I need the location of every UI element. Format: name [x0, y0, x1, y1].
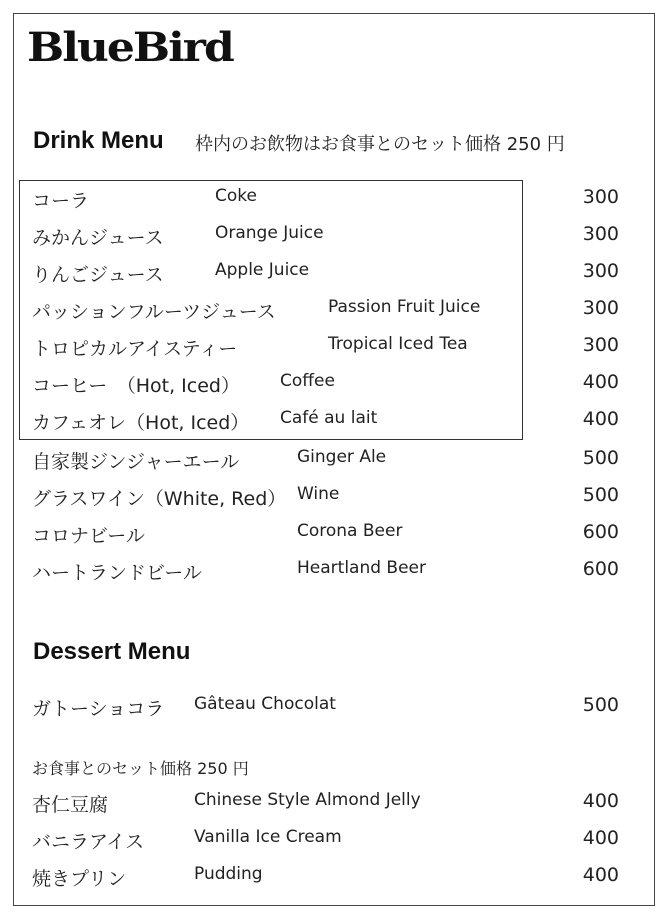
- menu-item: [0, 371, 666, 401]
- menu-item: [0, 827, 666, 857]
- item-name-en: Pudding: [194, 864, 263, 884]
- item-name-en: Chinese Style Almond Jelly: [194, 790, 421, 810]
- menu-item: [0, 223, 666, 253]
- item-name-jp: コロナビール: [32, 525, 145, 547]
- item-price: 500: [582, 694, 619, 716]
- dessert-set-price-note: お食事とのセット価格 250 円: [32, 759, 249, 778]
- item-name-jp: ガトーショコラ: [32, 698, 165, 720]
- item-name-en: Wine: [297, 484, 340, 504]
- item-name-en: Ginger Ale: [297, 447, 387, 467]
- menu-item: [0, 864, 666, 894]
- item-name-en: Gâteau Chocolat: [194, 694, 336, 714]
- item-name-jp: コーヒー （Hot, Iced）: [32, 375, 240, 397]
- item-price: 300: [582, 223, 619, 245]
- item-price: 600: [582, 558, 619, 580]
- item-price: 300: [582, 186, 619, 208]
- menu-item: [0, 334, 666, 364]
- menu-item: [0, 694, 666, 724]
- menu-item: [0, 790, 666, 820]
- item-price: 400: [582, 790, 619, 812]
- item-name-en: Café au lait: [280, 408, 378, 428]
- item-name-jp: 焼きプリン: [32, 868, 127, 890]
- menu-item: [0, 521, 666, 551]
- item-name-jp: 杏仁豆腐: [32, 794, 109, 816]
- menu-item: [0, 408, 666, 438]
- menu-item: [0, 297, 666, 327]
- item-name-jp: パッションフルーツジュース: [32, 301, 276, 323]
- menu-item: [0, 484, 666, 514]
- item-name-en: Apple Juice: [215, 260, 310, 280]
- item-name-en: Passion Fruit Juice: [328, 297, 481, 317]
- item-name-en: Coke: [215, 186, 257, 206]
- item-price: 300: [582, 334, 619, 356]
- item-name-jp: コーラ: [32, 190, 90, 212]
- item-name-jp: バニラアイス: [32, 831, 145, 853]
- item-name-jp: ハートランドビール: [32, 562, 202, 584]
- menu-item: [0, 186, 666, 216]
- item-price: 400: [582, 371, 619, 393]
- item-name-jp: トロピカルアイスティー: [32, 338, 238, 360]
- item-name-jp: カフェオレ（Hot, Iced）: [32, 412, 250, 434]
- item-name-en: Heartland Beer: [297, 558, 426, 578]
- menu-item: [0, 558, 666, 588]
- item-name-en: Coffee: [280, 371, 335, 391]
- item-name-en: Orange Juice: [215, 223, 324, 243]
- item-name-en: Vanilla Ice Cream: [194, 827, 342, 847]
- item-name-en: Tropical Iced Tea: [328, 334, 468, 354]
- item-price: 400: [582, 827, 619, 849]
- item-price: 600: [582, 521, 619, 543]
- item-name-jp: グラスワイン（White, Red）: [32, 488, 287, 510]
- menu-item: [0, 447, 666, 477]
- drink-menu-title: Drink Menu: [33, 127, 164, 154]
- item-name-jp: 自家製ジンジャーエール: [32, 451, 240, 473]
- item-name-jp: みかんジュース: [32, 227, 164, 249]
- dessert-menu-title: Dessert Menu: [33, 638, 191, 665]
- brand-logo: BlueBird: [27, 24, 233, 71]
- item-price: 300: [582, 260, 619, 282]
- item-price: 500: [582, 447, 619, 469]
- item-price: 300: [582, 297, 619, 319]
- item-price: 400: [582, 408, 619, 430]
- item-name-en: Corona Beer: [297, 521, 403, 541]
- item-price: 500: [582, 484, 619, 506]
- menu-item: [0, 260, 666, 290]
- item-price: 400: [582, 864, 619, 886]
- item-name-jp: りんごジュース: [32, 264, 164, 286]
- drink-set-price-note: 枠内のお飲物はお食事とのセット価格 250 円: [195, 134, 565, 155]
